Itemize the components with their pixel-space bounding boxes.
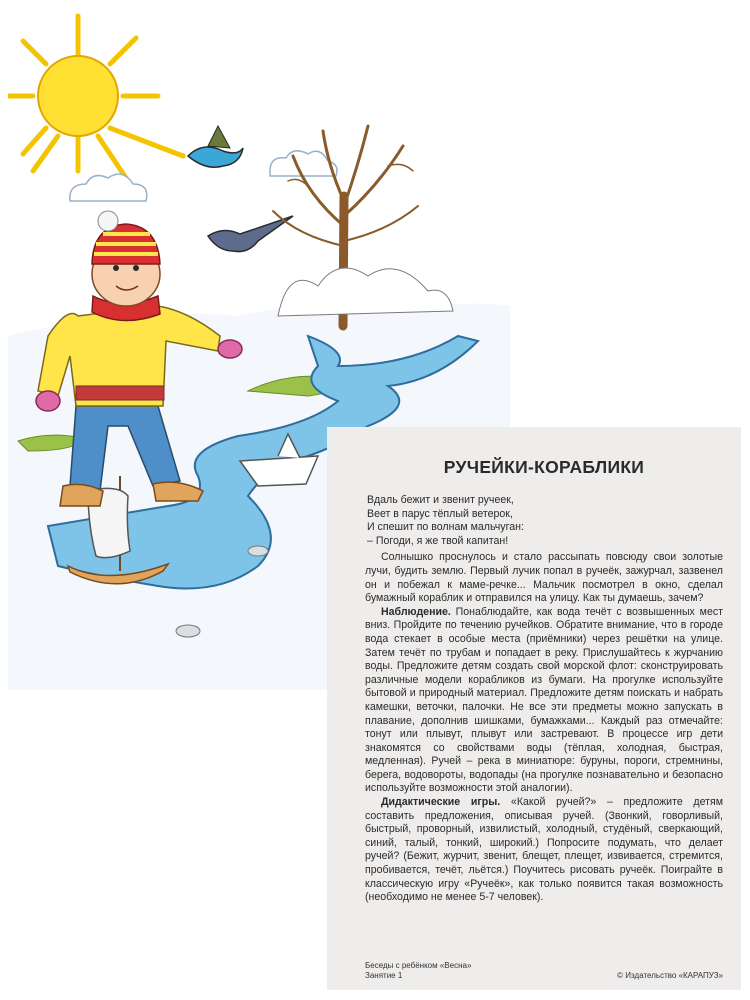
text-card [327,427,741,990]
games-heading: Дидактические игры. [381,796,501,809]
observation-paragraph [365,606,723,796]
observation-heading: Наблюдение. [381,605,451,618]
footer-publisher: © Издательство «КАРАПУЗ» [617,971,723,980]
footer-lesson: Занятие 1 [365,971,403,980]
poem-line: Вдаль бежит и звенит ручеек, [367,494,514,506]
card-title: РУЧЕЙКИ-КОРАБЛИКИ [443,457,645,477]
bird-icon [188,126,293,252]
poem-line: Веет в парус тёплый ветерок, [367,507,513,520]
poem-line: – Погоди, я же твой капитан! [367,534,509,547]
poem-line: И спешит по волнам мальчуган: [367,521,524,534]
observation-text: Понаблюдайте, как вода течёт с возвышенных мест вниз. Пройдите по течению ручейков. Обратите внимание, что в городе вода стекает в особые места (приёмники) через решётки на улице. Затем течёт по трубам и попадает в реку. Прислушайтесь к журчанию воды. Предложите детям создать свой морской флот: сконструировать различные модели корабликов из бумаги. На прогулке используйте бытовой и природный материал. Предложите детям поискать и набрать камешки, веточки, палочки. Не все эти предметы можно запускать в плавание, дополнив шишками, бумажками... Каждый раз отмечайте: тонут или плывут, плывут или застревают. В процессе игр дети знакомятся со свойствами воды (тёплая, холодная, быстрая, медленная). Ручей – река в миниатюре: буруны, пороги, стремнины, берега, водовороты, водопады (на прогулке познавательно и безопасно используйте возможности этой аналогии). [365,605,723,795]
intro-paragraph: Солнышко проснулось и стало рассыпать повсюду свои золотые лучи, будить землю. Первый лучик попал в ручеёк, зажурчал, зазвенел он и побежал к маме-речке... Мальчик посмотрел в окно, сделал бумажный кораблик и отправился на улицу. Как ты думаешь, зачем? [365,551,723,605]
games-paragraph [365,796,723,905]
sun-icon [8,16,183,181]
games-text: «Какой ручей?» – предложите детям составить предложения, описывая ручей. (Звонкий, говорливый, быстрый, проворный, извилистый, холодный, студёный, сверкающий, синий, талый, тонкий, широкий.) Попросите подумать, что делает ручей? (Бежит, журчит, звенит, блещет, плещет, извивается, стремится, пробивается, течёт, льётся.) Поучитесь рисовать ручеёк. Поиграйте в классическую игру «Ручеёк», как только появится такая возможность (необходимо не менее 5-7 человек). [365,796,723,904]
footer-left [365,961,471,981]
poem [367,494,723,548]
footer-series: Беседы с ребёнком «Весна» [365,961,472,970]
